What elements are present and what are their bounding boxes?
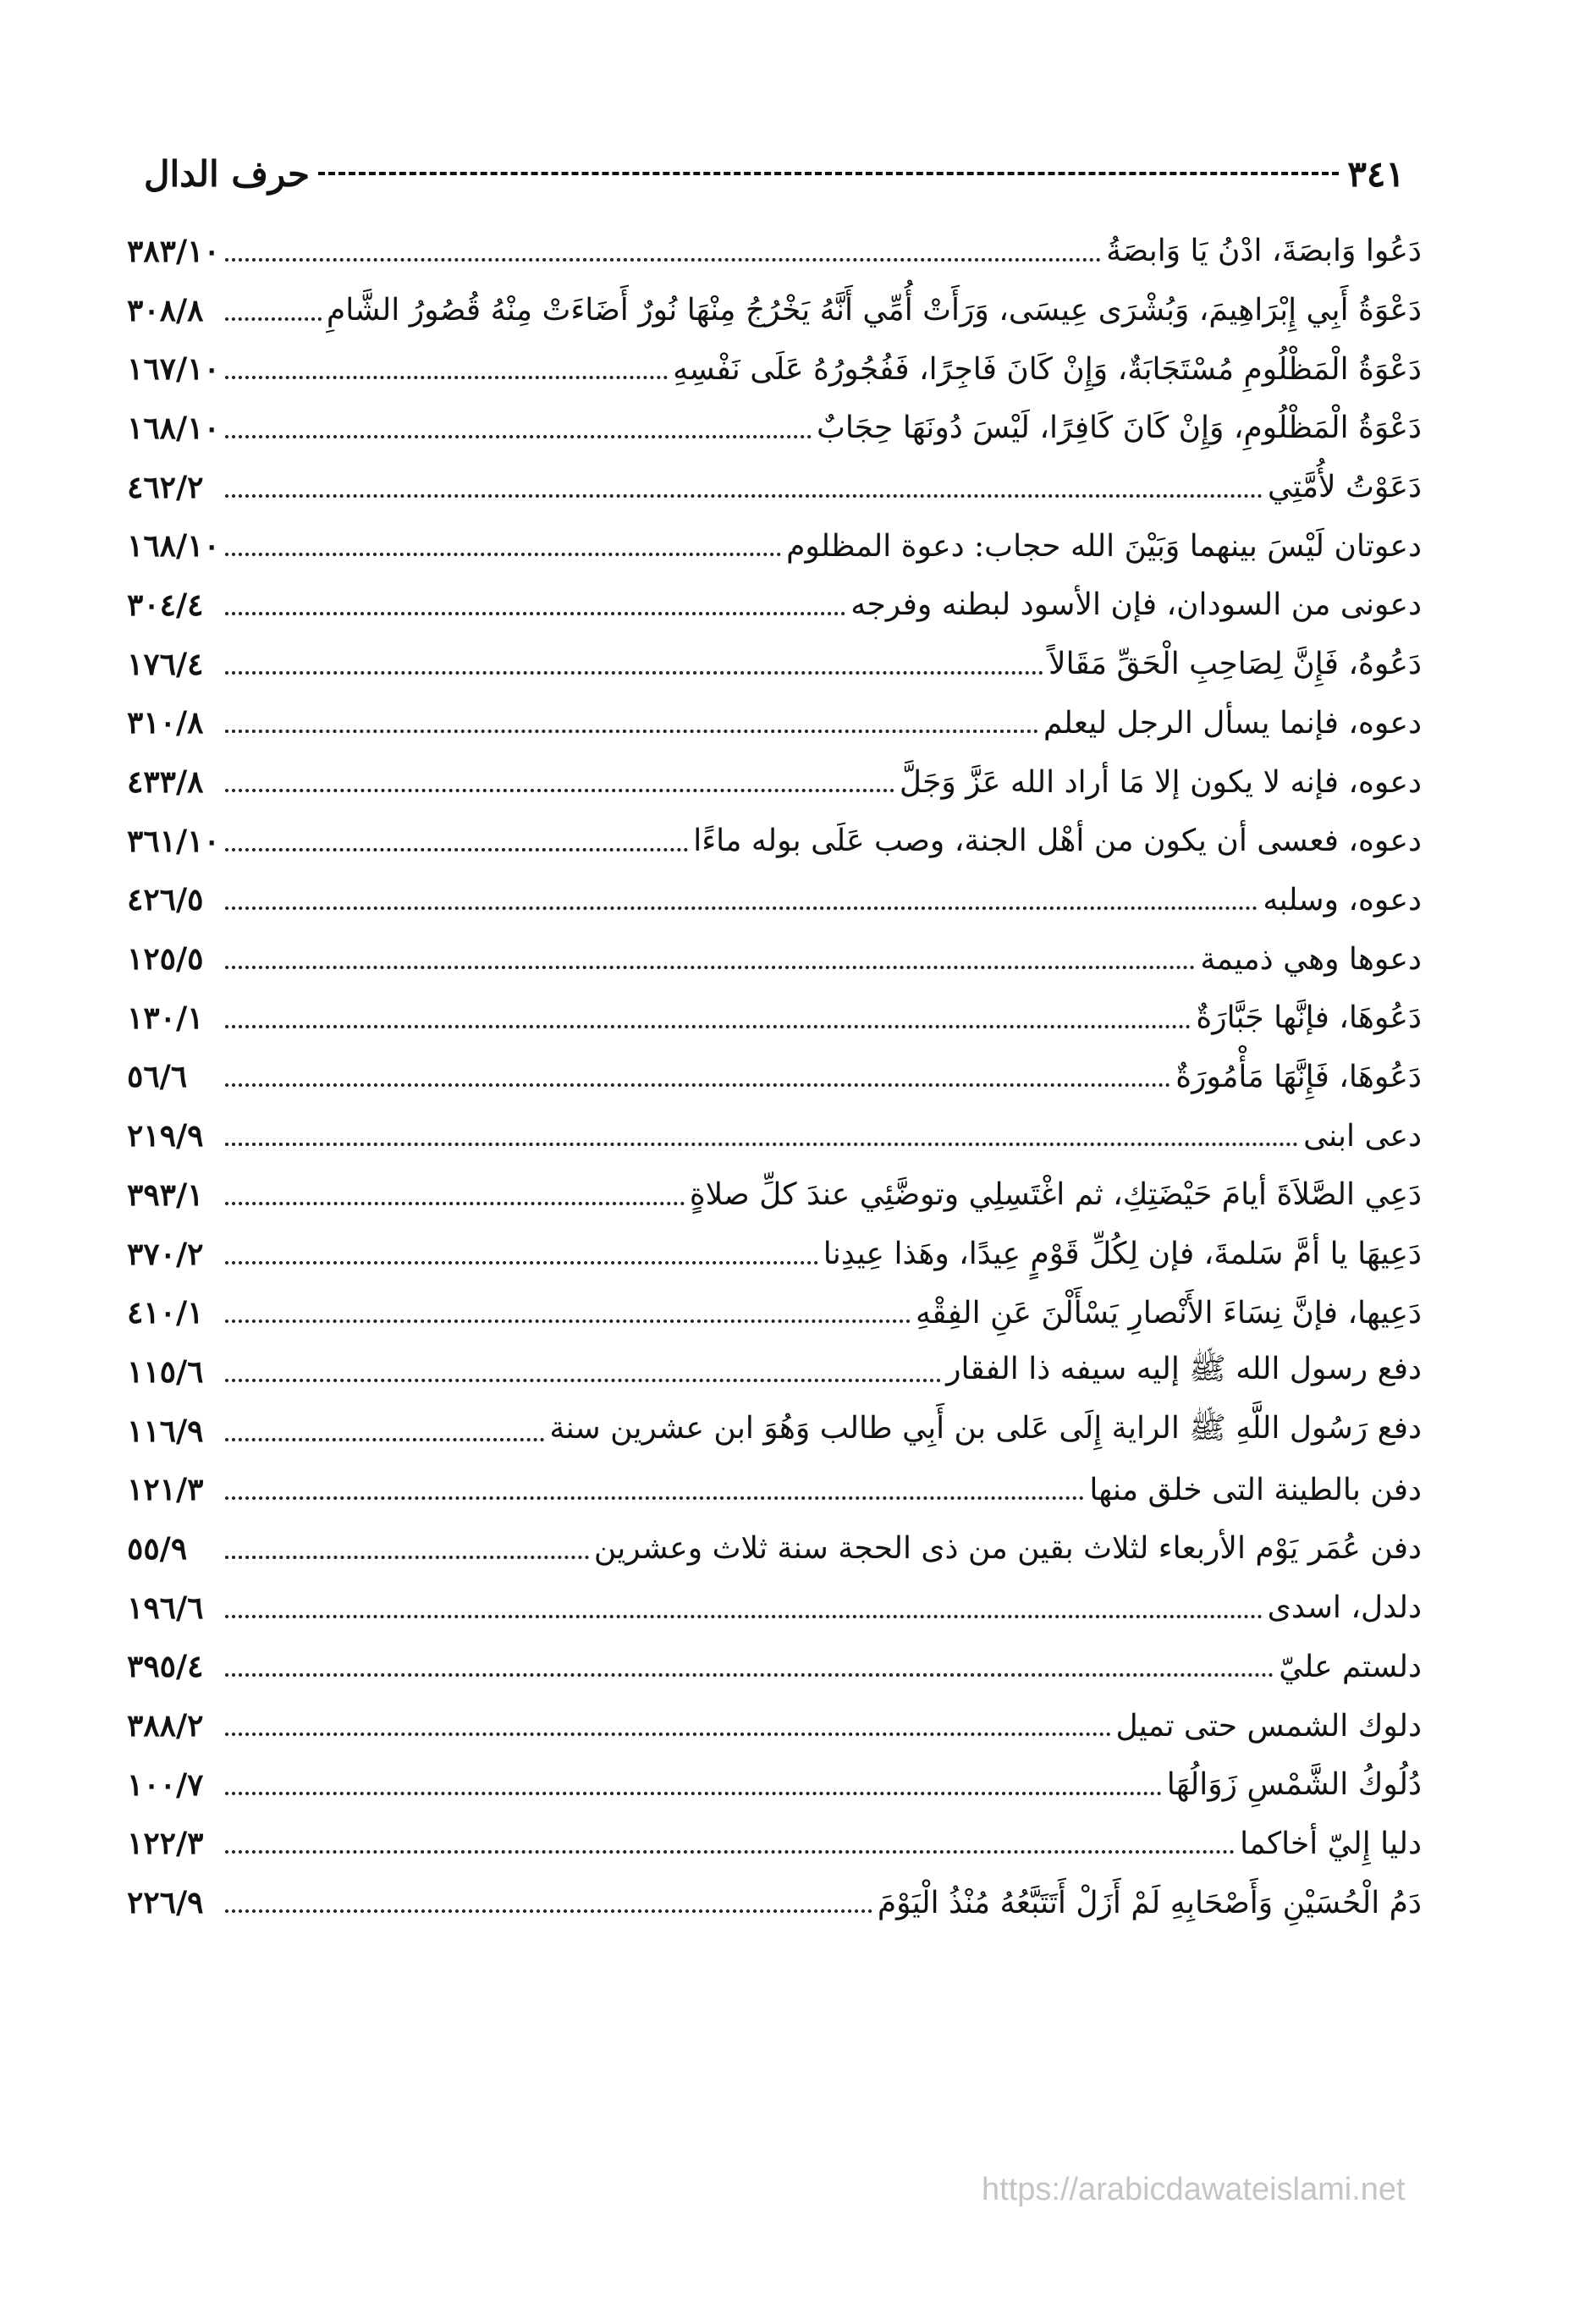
entry-reference: ٣٠٨/٨ <box>127 292 204 328</box>
entry-text: دفع رَسُول اللَّهِ ﷺ الراية إِلَى عَلى بن أَبِي طالب وَهُوَ ابن عشرين سنة <box>549 1410 1422 1446</box>
entry-reference: ١٩٦/٦ <box>127 1589 204 1626</box>
entry-text: دعوه، فإنما يسأل الرجل ليعلم <box>1043 705 1422 741</box>
entry-reference: ١٧٦/٤ <box>127 646 204 682</box>
index-entry <box>127 1165 1422 1225</box>
entry-reference: ٤٢٦/٥ <box>127 882 204 918</box>
index-entry <box>127 694 1422 753</box>
leader-dots <box>225 435 812 438</box>
leader-dots <box>225 1556 589 1559</box>
leader-dots <box>225 789 894 792</box>
entry-reference: ٣٠٤/٤ <box>127 587 204 623</box>
leader-dots <box>225 317 322 321</box>
entry-text: دعوها وهي ذميمة <box>1200 941 1422 977</box>
entry-reference: ٣٦١/١٠ <box>127 823 220 859</box>
entry-text: دعى ابنى <box>1303 1118 1422 1154</box>
entry-reference: ٣٨٣/١٠ <box>127 233 220 269</box>
index-entry <box>127 1283 1422 1342</box>
entry-reference: ٣٩٥/٤ <box>127 1649 204 1685</box>
page-header <box>127 144 1422 203</box>
entry-reference: ٤١٠/١ <box>127 1295 204 1331</box>
index-entry <box>127 1342 1422 1402</box>
entry-text: دَعِيهَا يا أمَّ سَلمةَ، فإن لِكُلِّ قَوْمٍ عِيدًا، وهَذا عِيدِنا <box>823 1237 1422 1272</box>
entry-reference: ١٦٨/١٠ <box>127 410 220 446</box>
index-entry <box>127 635 1422 694</box>
leader-dots <box>225 1261 818 1264</box>
entry-text: دَعِيها، فإنَّ نِسَاءَ الأَنْصارِ يَسْأَلْنَ عَنِ الفِقْهِ <box>915 1295 1422 1331</box>
entry-text: دلوك الشمس حتى تميل <box>1115 1708 1422 1744</box>
entry-reference: ١٦٨/١٠ <box>127 528 220 565</box>
index-entry <box>127 516 1422 576</box>
entry-reference: ٥٦/٦ <box>127 1059 188 1095</box>
entry-text: دَعِي الصَّلاَةَ أيامَ حَيْضَتِكِ، ثم اغْتَسِلِي وتوضَّئِي عندَ كلِّ صلاةٍ <box>689 1177 1422 1213</box>
index-entry <box>127 458 1422 517</box>
entry-text: دَعُوهَا، فإنَّها جَبَّارَةٌ <box>1196 1000 1422 1036</box>
index-entry <box>127 1402 1422 1461</box>
entry-reference: ٤٣٣/٨ <box>127 764 204 801</box>
index-entry <box>127 576 1422 635</box>
entry-text: دفع رسول الله ﷺ إليه سيفه ذا الفقار <box>946 1351 1422 1386</box>
leader-dots <box>225 1792 1162 1795</box>
leader-dots <box>225 1673 1274 1677</box>
index-entry <box>127 1519 1422 1578</box>
leader-dots <box>225 906 1258 910</box>
entry-reference: ٢٢٦/٩ <box>127 1885 204 1921</box>
entry-reference: ٥٥/٩ <box>127 1530 188 1567</box>
entry-text: دفن بالطينة التى خلق منها <box>1089 1472 1422 1507</box>
leader-dots <box>225 671 1043 675</box>
entry-text: دلدل، اسدى <box>1267 1590 1422 1626</box>
index-entry <box>127 1815 1422 1874</box>
entry-text: دَعُوهَا، فَإِنَّهَا مَأْمُورَةٌ <box>1175 1059 1422 1094</box>
leader-dots <box>225 1202 685 1205</box>
entry-text: دليا إِليّ أخاكما <box>1240 1826 1422 1861</box>
index-entry <box>127 1873 1422 1932</box>
leader-dots <box>225 730 1038 733</box>
entry-text: دَمُ الْحُسَيْنِ وَأَصْحَابِهِ لَمْ أَزَلْ أَتَتَبَّعُهُ مُنْذُ الْيَوْمَ <box>877 1885 1422 1920</box>
index-entry <box>127 1225 1422 1284</box>
leader-dots <box>225 1909 872 1913</box>
entry-text: دَعَوْتُ لأُمَّتِي <box>1267 470 1422 505</box>
index-entry <box>127 752 1422 812</box>
entry-reference: ٣٧٠/٢ <box>127 1236 204 1272</box>
entry-reference: ١٢٢/٣ <box>127 1826 204 1862</box>
leader-dots <box>225 258 1101 262</box>
entry-text: دعونى من السودان، فإن الأسود لبطنه وفرجه <box>850 587 1422 623</box>
leader-dots <box>225 1615 1263 1618</box>
leader-dots <box>225 1379 941 1382</box>
entry-reference: ١٠٠/٧ <box>127 1766 204 1803</box>
entry-reference: ٣٨٨/٢ <box>127 1708 204 1744</box>
leader-dots <box>225 966 1195 969</box>
entry-reference: ٣١٠/٨ <box>127 705 204 741</box>
entry-reference: ٢١٩/٩ <box>127 1118 204 1154</box>
entry-reference: ١٢٥/٥ <box>127 941 204 978</box>
entry-reference: ١٦٧/١٠ <box>127 351 220 388</box>
leader-dots <box>225 376 668 379</box>
index-entry <box>127 989 1422 1048</box>
index-entry <box>127 1048 1422 1107</box>
entry-text: دعوه، فإنه لا يكون إلا مَا أراد الله عَزَّ وَجَلَّ <box>899 764 1422 800</box>
index-entry-list <box>127 222 1422 1932</box>
entry-reference: ١١٦/٩ <box>127 1413 204 1449</box>
entry-reference: ١١٥/٦ <box>127 1353 204 1390</box>
entry-text: دَعُوهُ، فَإِنَّ لِصَاحِبِ الْحَقِّ مَقَالاً <box>1048 647 1422 682</box>
chapter-title: حرف الدال <box>144 152 310 195</box>
entry-text: دلستم عليّ <box>1279 1649 1422 1684</box>
leader-dots <box>225 494 1263 498</box>
leader-dots <box>225 1733 1111 1736</box>
index-entry <box>127 1696 1422 1755</box>
leader-dots <box>225 612 845 615</box>
index-entry <box>127 339 1422 399</box>
entry-text: دَعْوَةُ الْمَظْلُومِ مُسْتَجَابَةٌ، وَإِنْ كَانَ فَاجِرًا، فَفُجُورُهُ عَلَى نَفْسِهِ <box>673 351 1422 387</box>
leader-dots <box>225 553 781 556</box>
entry-reference: ٤٦٢/٢ <box>127 469 204 505</box>
page-number: ٣٤١ <box>1347 152 1405 195</box>
index-entry <box>127 1578 1422 1638</box>
leader-dots <box>225 848 688 851</box>
index-entry <box>127 929 1422 989</box>
index-entry <box>127 399 1422 458</box>
index-entry <box>127 222 1422 281</box>
entry-text: دُلُوكُ الشَّمْسِ زَوَالُهَا <box>1166 1767 1422 1803</box>
index-entry <box>127 1460 1422 1519</box>
leader-dots <box>225 1850 1235 1854</box>
entry-text: دعوه، وسلبه <box>1263 882 1422 917</box>
entry-text: دفن عُمَر يَوْم الأربعاء لثلاث بقين من ذى الحجة سنة ثلاث وعشرين <box>593 1531 1422 1567</box>
leader-dots <box>225 1025 1191 1028</box>
index-entry <box>127 1755 1422 1815</box>
index-entry <box>127 871 1422 930</box>
entry-reference: ١٣٠/١ <box>127 1000 204 1036</box>
entry-text: دَعُوا وَابصَةَ، ادْنُ يَا وَابصَةُ <box>1106 234 1422 269</box>
entry-text: دعوه، فعسى أن يكون من أهْل الجنة، وصب عَلَى بوله ماءًا <box>693 824 1422 859</box>
source-watermark: https://arabicdawateislami.net <box>982 2172 1406 2207</box>
leader-dots <box>225 1143 1298 1146</box>
header-dashed-rule <box>318 172 1339 175</box>
index-entry <box>127 281 1422 340</box>
entry-text: دعوتان لَيْسَ بينهما وَبَيْنَ الله حجاب: دعوة المظلوم <box>786 528 1422 564</box>
leader-dots <box>225 1083 1170 1087</box>
leader-dots <box>225 1496 1084 1500</box>
index-entry <box>127 1106 1422 1165</box>
leader-dots <box>225 1438 544 1441</box>
leader-dots <box>225 1320 911 1323</box>
index-entry <box>127 812 1422 871</box>
entry-text: دَعْوَةُ أَبِي إِبْرَاهِيمَ، وَبُشْرَى عِيسَى، وَرَأَتْ أُمِّي أَنَّهُ يَخْرُجُ مِنْهَا نُورٌ أَضَاءَتْ مِنْهُ قُصُورُ الشَّامِ <box>326 293 1422 328</box>
entry-reference: ٣٩٣/١ <box>127 1176 204 1213</box>
entry-reference: ١٢١/٣ <box>127 1472 204 1508</box>
entry-text: دَعْوَةُ الْمَظْلُومِ، وَإِنْ كَانَ كَافِرًا، لَيْسَ دُونَهَا حِجَابٌ <box>816 410 1422 446</box>
index-entry <box>127 1638 1422 1697</box>
